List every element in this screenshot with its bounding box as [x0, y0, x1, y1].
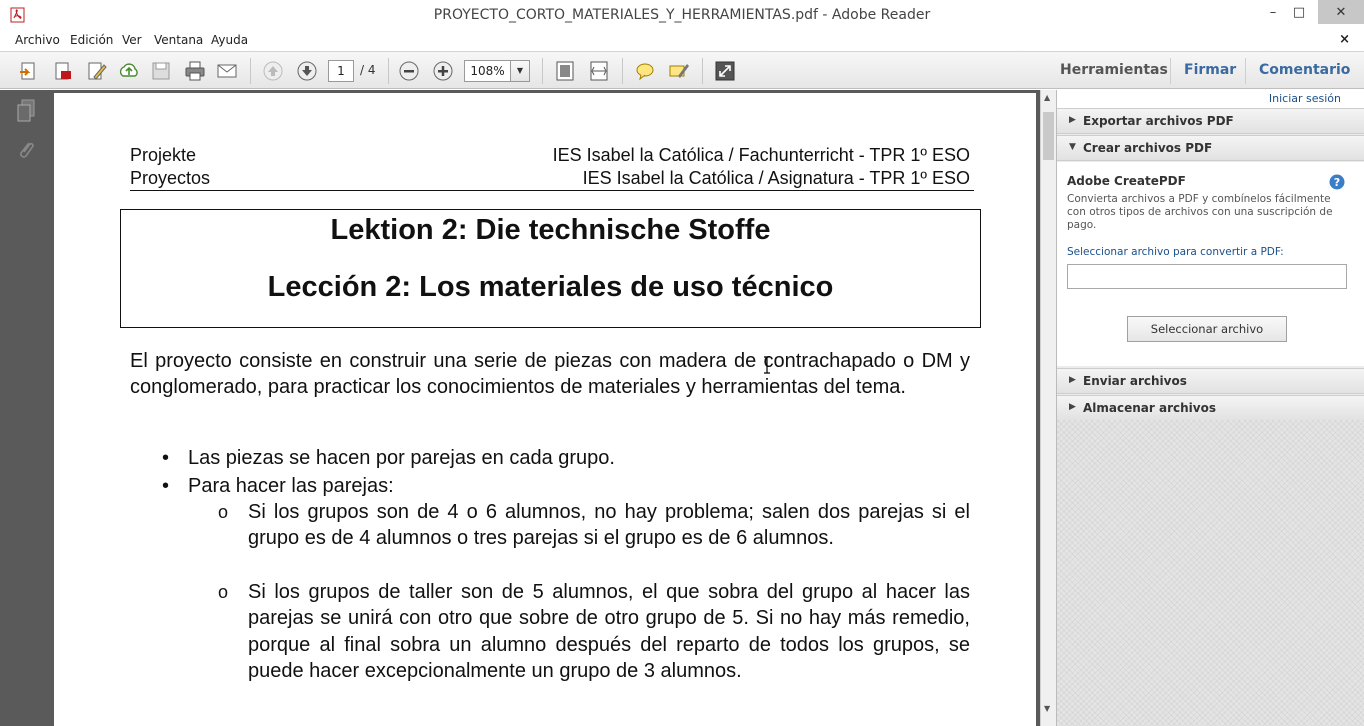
menu-ayuda[interactable]: Ayuda [211, 33, 249, 47]
toolbar-separator [702, 58, 703, 84]
list-item [162, 473, 978, 499]
zoom-in-icon[interactable] [432, 60, 454, 82]
select-file-button[interactable]: Seleccionar archivo [1127, 316, 1287, 342]
pdf-page [54, 93, 1036, 726]
email-icon[interactable] [216, 60, 238, 82]
header-left-de: Projekte [130, 145, 197, 165]
createpdf-title: Adobe CreatePDF [1067, 174, 1186, 188]
sub-bullet-mark: o [218, 502, 229, 522]
section-label: Enviar archivos [1083, 374, 1187, 388]
sub-bullet-text: Si los grupos son de 4 o 6 alumnos, no hay problema; salen dos parejas si el grupo es de 4 alumnos o tres parejas si el grupo es de 6 alumnos. [248, 501, 970, 550]
header-left-es: Proyectos [130, 168, 211, 188]
bullet-mark: • [162, 475, 170, 497]
collapsed-arrow-icon: ▶ [1069, 402, 1076, 412]
createpdf-description: Convierta archivos a PDF y combínelos fácilmente con otros tipos de archivos con una suscripción de pago. [1067, 193, 1333, 231]
window-title: PROYECTO_CORTO_MATERIALES_Y_HERRAMIENTAS.pdf - Adobe Reader [433, 7, 931, 23]
cloud-upload-icon[interactable] [118, 60, 140, 82]
file-path-input[interactable] [1067, 264, 1347, 289]
toolbar-separator [1170, 58, 1171, 84]
minimize-button[interactable]: – [1269, 4, 1277, 20]
pane-background-pattern [1057, 420, 1364, 726]
select-file-label: Seleccionar archivo para convertir a PDF: [1067, 246, 1284, 258]
zoom-level-input[interactable]: 108% [464, 60, 510, 82]
fit-page-icon[interactable] [554, 60, 576, 82]
svg-text:?: ? [1333, 176, 1341, 189]
comment-bubble-icon[interactable] [634, 60, 656, 82]
lesson-title-box [120, 209, 981, 328]
print-icon[interactable] [184, 60, 206, 82]
sub-list-item [218, 579, 970, 684]
zoom-out-icon[interactable] [398, 60, 420, 82]
section-label: Exportar archivos PDF [1083, 114, 1234, 128]
menu-bar [0, 31, 1364, 51]
edit-document-icon[interactable] [86, 60, 108, 82]
zoom-dropdown-button[interactable]: ▼ [510, 60, 530, 82]
toolbar-separator [622, 58, 623, 84]
menu-edicion[interactable]: Edición [70, 33, 114, 47]
tab-comentario[interactable]: Comentario [1259, 62, 1351, 78]
section-crear[interactable] [1057, 135, 1364, 161]
toolbar-separator [1245, 58, 1246, 84]
tab-firmar[interactable]: Firmar [1184, 62, 1237, 78]
menu-ver[interactable]: Ver [122, 33, 142, 47]
title-bar [0, 0, 1364, 31]
scroll-up-arrow[interactable]: ▲ [1044, 93, 1051, 102]
previous-page-icon[interactable] [262, 60, 284, 82]
toolbar [0, 51, 1364, 89]
sub-list-item [218, 499, 970, 552]
signin-link[interactable]: Iniciar sesión [1268, 92, 1341, 105]
scroll-down-arrow[interactable]: ▼ [1044, 704, 1051, 713]
attachments-paperclip-icon[interactable] [15, 138, 37, 164]
lesson-title-spanish: Lección 2: Los materiales de uso técnico [267, 271, 834, 303]
expanded-arrow-icon: ▼ [1069, 142, 1076, 152]
save-icon[interactable] [150, 60, 172, 82]
bullet-text: Para hacer las parejas: [188, 475, 394, 497]
document-scrollbar[interactable] [1040, 90, 1056, 726]
maximize-button[interactable]: □ [1292, 4, 1306, 20]
fit-width-icon[interactable] [588, 60, 610, 82]
section-enviar[interactable] [1057, 368, 1364, 394]
help-icon[interactable] [1329, 174, 1345, 190]
section-label: Almacenar archivos [1083, 401, 1216, 415]
toolbar-separator [542, 58, 543, 84]
close-window-button[interactable]: ✕ [1318, 0, 1364, 24]
bullet-text: Las piezas se hacen por parejas en cada grupo. [188, 447, 615, 469]
close-document-button[interactable]: × [1339, 32, 1350, 47]
full-screen-icon[interactable] [714, 60, 736, 82]
tools-pane [1056, 90, 1364, 726]
collapsed-arrow-icon: ▶ [1069, 375, 1076, 385]
list-item [162, 445, 978, 471]
text-cursor-icon [763, 356, 771, 374]
header-right-de: IES Isabel la Católica / Fachunterricht - TPR 1º ESO [552, 145, 970, 165]
toolbar-separator [388, 58, 389, 84]
navigation-pane [0, 90, 50, 726]
page-total: / 4 [360, 63, 376, 77]
menu-archivo[interactable]: Archivo [15, 33, 60, 47]
highlight-text-icon[interactable] [668, 60, 690, 82]
scrollbar-thumb[interactable] [1043, 112, 1054, 160]
intro-paragraph: El proyecto consiste en construir una serie de piezas con madera de contrachapado o DM y conglomerado, para practicar los conocimientos de materiales y herramientas del tema. [130, 350, 970, 399]
page-number-input[interactable]: 1 [328, 60, 354, 82]
toolbar-separator [250, 58, 251, 84]
tab-herramientas[interactable]: Herramientas [1060, 62, 1168, 78]
sub-bullet-mark: o [218, 582, 229, 602]
lesson-title-german: Lektion 2: Die technische Stoffe [330, 214, 771, 246]
bullet-mark: • [162, 447, 170, 469]
open-file-icon[interactable] [18, 60, 40, 82]
section-label: Crear archivos PDF [1083, 141, 1213, 155]
section-exportar[interactable] [1057, 108, 1364, 134]
sub-bullet-text: Si los grupos de taller son de 5 alumnos, el que sobra del grupo al hacer las parejas se unirá con otro que sobre de otro grupo de 5. Si no hay más remedio, porque al final sobra un alumno después del reparto de todos los grupos, se puede hacer excepcionalmente un grupo de 3 alumnos. [248, 581, 970, 682]
header-divider [130, 190, 974, 191]
collapsed-arrow-icon: ▶ [1069, 115, 1076, 125]
page-thumbnails-icon[interactable] [15, 98, 37, 124]
menu-ventana[interactable]: Ventana [154, 33, 204, 47]
header-right-es: IES Isabel la Católica / Asignatura - TPR 1º ESO [582, 168, 970, 188]
section-almacenar[interactable] [1057, 395, 1364, 421]
signin-bar [1057, 90, 1364, 108]
create-pdf-icon[interactable] [52, 60, 74, 82]
next-page-icon[interactable] [296, 60, 318, 82]
document-viewport[interactable] [50, 90, 1040, 726]
